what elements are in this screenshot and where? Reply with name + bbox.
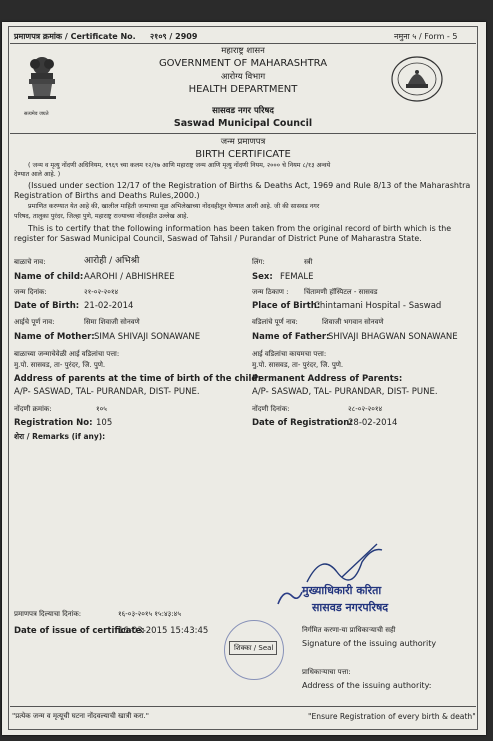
addr-birth-label: Address of parents at the time of birth of the child:: [14, 374, 261, 384]
cert-mr-line2: परिषद, तालुका पुरंदर, जिल्हा पुणे, महाराष्ट्र राज्याच्या नोंदवहीत उल्लेख आहे.: [14, 213, 189, 220]
authority-address-label: Address of the issuing authority:: [302, 681, 432, 690]
issue-date-label: Date of issue of certificate:: [14, 626, 145, 636]
certificate-no-label: प्रमाणपत्र क्रमांक / Certificate No.: [14, 32, 136, 41]
dob-value-mr: २१-०२-२०१४: [84, 288, 119, 296]
sex-value-mr: स्त्री: [304, 258, 313, 266]
state-name-mr: महाराष्ट्र शासन: [221, 46, 265, 56]
addr-birth-value-mr: मु.पो. सासवड, ता- पुरंदर, जि. पुणे.: [14, 361, 106, 369]
addr-perm-value-mr: मु.पो. सासवड, ता- पुरंदर, जि. पुणे.: [252, 361, 344, 369]
intro-en-line1: (Issued under section 12/17 of the Registration of Births & Deaths Act, 1969 and Rule 8/13 of the Maharashtra: [28, 181, 471, 190]
addr-perm-value: A/P- SASWAD, TAL- PURANDAR, DIST- PUNE.: [252, 387, 438, 397]
title-mr: जन्म प्रमाणपत्र: [220, 137, 266, 147]
intro-mr-line1: ( जन्म व मृत्यु नोंदणी अधिनियम, १९६९ च्या कलम १२/१७ आणि महाराष्ट्र जन्म आणि मृत्यु नोंदणी नियम, २००० चे नियम ८/१३ अन्वये: [28, 162, 331, 169]
intro-en-line2: Registration of Births and Deaths Rules,2000.): [14, 191, 200, 200]
sex-label-mr: लिंग:: [252, 258, 265, 266]
stamp-mark-icon: [274, 586, 304, 608]
child-name-value: AARОHI / ABHISHREE: [84, 272, 175, 282]
issue-date-value: 16-03-2015 15:43:45: [118, 626, 209, 636]
issue-date-label-mr: प्रमाणपत्र दिल्याचा दिनांक:: [14, 610, 82, 618]
reg-date-label-mr: नोंदणी दिनांक:: [252, 405, 290, 413]
council-name: Saswad Municipal Council: [173, 118, 313, 129]
remarks-label: शेरा / Remarks (if any):: [14, 432, 106, 441]
state-name: GOVERNMENT OF MAHARASHTRA: [158, 58, 328, 69]
mother-value: SIMA SHIVAJI SONAWANE: [94, 332, 201, 342]
slogan-mr: "प्रत्येक जन्म व मृत्यूची घटना नोंदवल्याची खात्री करा.": [12, 712, 149, 720]
reg-date-value-mr: २८-०२-२०१४: [348, 405, 383, 413]
child-name-label-mr: बाळाचे नाव:: [14, 258, 46, 266]
reg-date-value: 28-02-2014: [348, 418, 398, 428]
sex-value: FEMALE: [280, 272, 314, 282]
stamp-line1: मुख्याधिकारी करिता: [302, 584, 382, 597]
pob-label: Place of Birth:: [252, 301, 321, 311]
reg-no-label: Registration No:: [14, 418, 93, 428]
cert-en-line2: register for Saswad Municipal Council, Saswad of Tahsil / Purandar of District Pune of Maharastra State.: [14, 234, 422, 243]
signature-label: Signature of the issuing authority: [302, 639, 437, 648]
national-emblem-icon: [22, 52, 62, 112]
pob-value: Chintamani Hospital - Saswad: [314, 301, 442, 311]
cert-mr-line1: प्रमाणित करण्यात येत आहे की, खालील माहिती जन्माच्या मूळ अभिलेखाच्या नोंदवहीतून घेण्यात आली आहे. जी की सासवड नगर: [28, 203, 320, 210]
issue-date-value-mr: १६-०३-२०१५ १५:४३:४५: [118, 610, 181, 618]
dob-label: Date of Birth:: [14, 301, 80, 311]
council-logo-icon: [390, 54, 444, 104]
mother-label-mr: आईचे पूर्ण नाव:: [14, 318, 55, 326]
father-label: Name of Father:: [252, 332, 330, 342]
addr-perm-label-mr: आई वडिलांचा कायमचा पत्ता:: [252, 350, 327, 358]
council-name-mr: सासवड नगर परिषद: [212, 106, 274, 116]
certificate-paper: [2, 22, 486, 735]
addr-perm-label: Permanent Address of Parents:: [252, 374, 403, 384]
emblem-caption: सत्यमेव जयते: [24, 111, 49, 117]
certificate-no-value: २१०९ / 2909: [150, 32, 198, 41]
child-name-label: Name of child:: [14, 272, 84, 282]
reg-no-value-mr: १०५: [96, 405, 107, 413]
department: HEALTH DEPARTMENT: [188, 84, 298, 95]
department-mr: आरोग्य विभाग: [220, 72, 266, 82]
sex-label: Sex:: [252, 272, 273, 282]
father-label-mr: वडिलांचे पूर्ण नाव:: [252, 318, 298, 326]
slogan-en: "Ensure Registration of every birth & death": [308, 712, 476, 721]
cert-en-line1: This is to certify that the following information has been taken from the original record of birth which is the: [28, 224, 452, 233]
addr-birth-label-mr: बाळाच्या जन्माचेवेळी आई वडिलांचा पत्ता:: [14, 350, 120, 358]
dob-value: 21-02-2014: [84, 301, 134, 311]
seal-label: शिक्का / Seal: [234, 644, 274, 652]
reg-no-value: 105: [96, 418, 113, 428]
header-divider: [10, 43, 476, 44]
mother-label: Name of Mother:: [14, 332, 95, 342]
page-title: BIRTH CERTIFICATE: [195, 149, 291, 160]
child-name-value-mr: आरोही / अभिश्री: [84, 256, 140, 266]
addr-birth-value: A/P- SASWAD, TAL- PURANDAR, DIST- PUNE.: [14, 387, 200, 397]
pob-label-mr: जन्म ठिकाण :: [252, 288, 289, 296]
father-value-mr: शिवाजी भगवान सोनवणे: [322, 318, 384, 326]
mother-value-mr: सिमा शिवाजी सोनवणे: [84, 318, 140, 326]
stamp-line2: सासवड नगरपरिषद: [312, 601, 389, 614]
dob-label-mr: जन्म दिनांक:: [14, 288, 47, 296]
father-value: SHIVAJI BHAGWAN SONAWANE: [328, 332, 458, 342]
authority-address-label-mr: प्राधिकाऱ्याचा पत्ता:: [302, 668, 351, 676]
reg-no-label-mr: नोंदणी क्रमांक:: [14, 405, 52, 413]
header-divider-2: [10, 133, 476, 134]
pob-value-mr: चिंतामणी हॉस्पिटल - सासवड: [304, 288, 378, 296]
intro-mr-line2: देण्यात आले आहे. ): [14, 171, 61, 178]
signature-label-mr: निर्गमित करणा-या प्राधिकाऱ्याची सही: [302, 626, 396, 634]
reg-date-label: Date of Registration:: [252, 418, 353, 428]
form-number: नमुना ५ / Form - 5: [394, 32, 458, 41]
footer-divider: [10, 706, 476, 707]
